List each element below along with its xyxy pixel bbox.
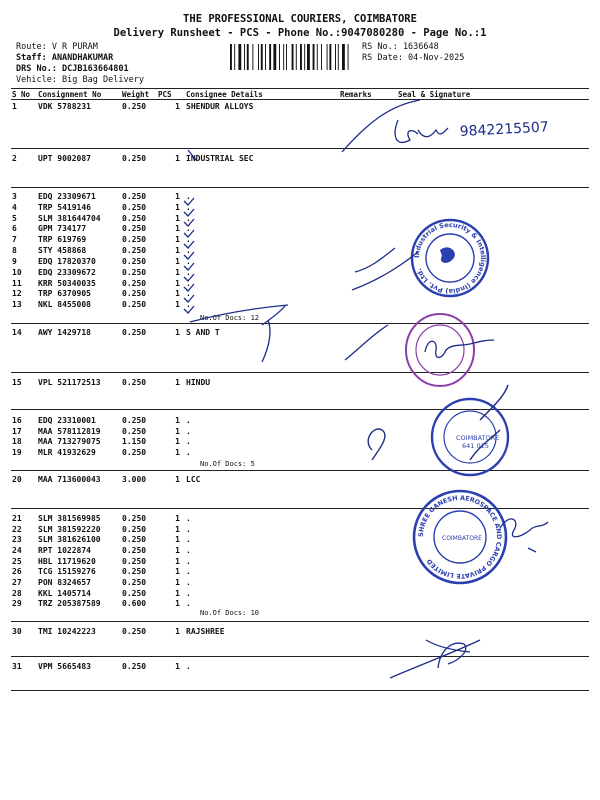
consignment-number: SLM 381569985 bbox=[38, 514, 101, 523]
consignee-name: S AND T bbox=[186, 328, 220, 337]
row-sno: 12 bbox=[12, 289, 22, 298]
row-weight: 0.250 bbox=[122, 203, 147, 212]
rs-number: RS No.: 1636648 bbox=[362, 42, 439, 52]
consignee-name: . bbox=[186, 437, 191, 446]
consignment-number: NKL 8455008 bbox=[38, 300, 91, 309]
row-pcs: 1 bbox=[175, 289, 180, 298]
row-pcs: 1 bbox=[175, 246, 180, 255]
vehicle-label: Vehicle: Big Bag Delivery bbox=[16, 75, 144, 85]
svg-text:641 015: 641 015 bbox=[462, 442, 489, 450]
col-consignee: Consignee Details bbox=[186, 90, 263, 99]
docs-note: No.Of Docs: 10 bbox=[200, 609, 260, 617]
consignment-number: STY 458868 bbox=[38, 246, 87, 255]
consignee-name: . bbox=[186, 662, 191, 671]
row-sno: 2 bbox=[12, 154, 17, 163]
row-pcs: 1 bbox=[175, 546, 180, 555]
row-weight: 0.250 bbox=[122, 246, 147, 255]
consignee-name: . bbox=[186, 224, 191, 233]
col-consignment: Consignment No bbox=[38, 90, 102, 99]
svg-text:SHREE GANESH AEROSPACE AND CAR: SHREE GANESH AEROSPACE AND CARGO PRIVATE LIMITED bbox=[416, 493, 504, 581]
header-bottom-rule bbox=[11, 99, 589, 100]
row-weight: 0.250 bbox=[122, 535, 147, 544]
consignment-number: RPT 1022874 bbox=[38, 546, 91, 555]
row-sno: 6 bbox=[12, 224, 17, 233]
consignee-name: . bbox=[186, 257, 191, 266]
consignment-number: TMI 10242223 bbox=[38, 627, 96, 636]
row-pcs: 1 bbox=[175, 279, 180, 288]
s-and-t-stamp bbox=[406, 314, 474, 386]
delivery-tick-mark bbox=[342, 100, 420, 152]
row-pcs: 1 bbox=[175, 535, 180, 544]
row-weight: 3.000 bbox=[122, 475, 147, 484]
consignment-number: EDQ 23310001 bbox=[38, 416, 96, 425]
row-weight: 0.250 bbox=[122, 546, 147, 555]
consignee-name: . bbox=[186, 235, 191, 244]
row-weight: 0.250 bbox=[122, 214, 147, 223]
consignment-number: TRP 5419146 bbox=[38, 203, 91, 212]
row-weight: 0.250 bbox=[122, 279, 147, 288]
row-pcs: 1 bbox=[175, 567, 180, 576]
consignee-name: . bbox=[186, 535, 191, 544]
row-pcs: 1 bbox=[175, 427, 180, 436]
row-weight: 0.250 bbox=[122, 557, 147, 566]
consignee-name: . bbox=[186, 448, 191, 457]
consignment-number: VDK 5788231 bbox=[38, 102, 91, 111]
row-pcs: 1 bbox=[175, 257, 180, 266]
consignee-name: HINDU bbox=[186, 378, 211, 387]
staff-label: Staff: ANANDHAKUMAR bbox=[16, 53, 114, 63]
row-weight: 0.250 bbox=[122, 662, 147, 671]
row-weight: 0.250 bbox=[122, 235, 147, 244]
row-sno: 20 bbox=[12, 475, 22, 484]
col-pcs: PCS bbox=[158, 90, 172, 99]
signature-mark bbox=[418, 128, 448, 137]
row-sno: 28 bbox=[12, 589, 22, 598]
header-top-rule bbox=[11, 88, 589, 89]
row-sno: 14 bbox=[12, 328, 22, 337]
svg-text:COIMBATORE: COIMBATORE bbox=[442, 535, 482, 542]
group-separator bbox=[11, 470, 589, 471]
consignment-number: GPM 734177 bbox=[38, 224, 87, 233]
row-sno: 8 bbox=[12, 246, 17, 255]
group-separator bbox=[11, 621, 589, 622]
row-weight: 0.250 bbox=[122, 224, 147, 233]
row-sno: 11 bbox=[12, 279, 22, 288]
consignee-name: . bbox=[186, 514, 191, 523]
row-weight: 0.250 bbox=[122, 416, 147, 425]
row-pcs: 1 bbox=[175, 437, 180, 446]
consignment-number: MAA 713600043 bbox=[38, 475, 101, 484]
row-weight: 0.250 bbox=[122, 154, 147, 163]
row-sno: 15 bbox=[12, 378, 22, 387]
docs-note: No.Of Docs: 5 bbox=[200, 460, 255, 468]
row-pcs: 1 bbox=[175, 378, 180, 387]
consignee-name: . bbox=[186, 203, 191, 212]
signature-mark bbox=[368, 429, 385, 460]
row-pcs: 1 bbox=[175, 328, 180, 337]
row-sno: 7 bbox=[12, 235, 17, 244]
consignment-number: MAA 713279075 bbox=[38, 437, 101, 446]
barcode bbox=[230, 44, 358, 70]
row-sno: 17 bbox=[12, 427, 22, 436]
consignment-number: SLM 381644704 bbox=[38, 214, 101, 223]
consignee-name: . bbox=[186, 300, 191, 309]
group-separator bbox=[11, 508, 589, 509]
row-weight: 0.250 bbox=[122, 525, 147, 534]
docs-note: No.Of Docs: 12 bbox=[200, 314, 260, 322]
consignee-name: INDUSTRIAL SEC bbox=[186, 154, 254, 163]
svg-text:Industrial Security & Intellig: Industrial Security & Intelligence (India) Pvt. Ltd. bbox=[412, 220, 488, 296]
row-weight: 0.250 bbox=[122, 627, 147, 636]
row-weight: 0.250 bbox=[122, 268, 147, 277]
consignee-name: . bbox=[186, 246, 191, 255]
consignment-number: TRZ 205387589 bbox=[38, 599, 101, 608]
drs-number: DRS No.: DCJB163664801 bbox=[16, 64, 129, 74]
delivery-tick-mark bbox=[480, 385, 508, 420]
delivery-tick-mark bbox=[390, 640, 480, 678]
consignee-name: . bbox=[186, 578, 191, 587]
hindu-stamp bbox=[432, 399, 508, 475]
group-separator bbox=[11, 656, 589, 657]
consignee-name: . bbox=[186, 268, 191, 277]
group-separator bbox=[11, 372, 589, 373]
row-pcs: 1 bbox=[175, 475, 180, 484]
row-pcs: 1 bbox=[175, 214, 180, 223]
consignee-name: . bbox=[186, 567, 191, 576]
row-sno: 26 bbox=[12, 567, 22, 576]
row-sno: 16 bbox=[12, 416, 22, 425]
row-weight: 0.250 bbox=[122, 328, 147, 337]
consignee-name: . bbox=[186, 557, 191, 566]
company-title: THE PROFESSIONAL COURIERS, COIMBATORE bbox=[183, 13, 417, 25]
row-pcs: 1 bbox=[175, 662, 180, 671]
consignee-name: . bbox=[186, 192, 191, 201]
consignee-name: . bbox=[186, 599, 191, 608]
row-pcs: 1 bbox=[175, 416, 180, 425]
row-sno: 10 bbox=[12, 268, 22, 277]
row-weight: 0.250 bbox=[122, 448, 147, 457]
consignee-name: . bbox=[186, 589, 191, 598]
consignee-name: . bbox=[186, 289, 191, 298]
runsheet-subtitle: Delivery Runsheet - PCS - Phone No.:9047080280 - Page No.:1 bbox=[113, 27, 487, 39]
consignment-number: MLR 41932629 bbox=[38, 448, 96, 457]
delivery-tick-mark bbox=[352, 252, 418, 290]
row-weight: 0.250 bbox=[122, 289, 147, 298]
row-weight: 0.600 bbox=[122, 599, 147, 608]
col-remarks: Remarks bbox=[340, 90, 372, 99]
row-weight: 0.250 bbox=[122, 427, 147, 436]
col-seal: Seal & Signature bbox=[398, 90, 471, 99]
row-sno: 25 bbox=[12, 557, 22, 566]
consignment-number: TRP 619769 bbox=[38, 235, 87, 244]
row-sno: 13 bbox=[12, 300, 22, 309]
row-pcs: 1 bbox=[175, 599, 180, 608]
row-pcs: 1 bbox=[175, 192, 180, 201]
consignee-name: . bbox=[186, 214, 191, 223]
row-weight: 1.150 bbox=[122, 437, 147, 446]
row-sno: 9 bbox=[12, 257, 17, 266]
row-sno: 31 bbox=[12, 662, 22, 671]
row-sno: 30 bbox=[12, 627, 22, 636]
row-sno: 19 bbox=[12, 448, 22, 457]
row-sno: 3 bbox=[12, 192, 17, 201]
row-pcs: 1 bbox=[175, 448, 180, 457]
consignment-number: SLM 381592220 bbox=[38, 525, 101, 534]
row-pcs: 1 bbox=[175, 268, 180, 277]
row-sno: 24 bbox=[12, 546, 22, 555]
row-weight: 0.250 bbox=[122, 514, 147, 523]
row-pcs: 1 bbox=[175, 224, 180, 233]
row-weight: 0.250 bbox=[122, 378, 147, 387]
row-sno: 22 bbox=[12, 525, 22, 534]
consignee-name: . bbox=[186, 279, 191, 288]
row-pcs: 1 bbox=[175, 525, 180, 534]
consignee-name: . bbox=[186, 416, 191, 425]
consignee-name: LCC bbox=[186, 475, 201, 484]
row-sno: 5 bbox=[12, 214, 17, 223]
row-sno: 1 bbox=[12, 102, 17, 111]
consignee-name: . bbox=[186, 427, 191, 436]
row-pcs: 1 bbox=[175, 514, 180, 523]
row-pcs: 1 bbox=[175, 235, 180, 244]
group-separator bbox=[11, 690, 589, 691]
consignment-number: VPL 521172513 bbox=[38, 378, 101, 387]
consignment-number: EDQ 23309672 bbox=[38, 268, 96, 277]
row-weight: 0.250 bbox=[122, 567, 147, 576]
consignee-name: RAJSHREE bbox=[186, 627, 225, 636]
row-pcs: 1 bbox=[175, 589, 180, 598]
ganesh-stamp bbox=[414, 491, 506, 583]
col-weight: Weight bbox=[122, 90, 150, 99]
row-pcs: 1 bbox=[175, 203, 180, 212]
consignee-name: . bbox=[186, 525, 191, 534]
row-pcs: 1 bbox=[175, 557, 180, 566]
row-pcs: 1 bbox=[175, 627, 180, 636]
consignment-number: UPT 9002087 bbox=[38, 154, 91, 163]
consignment-number: EDQ 23309671 bbox=[38, 192, 96, 201]
row-pcs: 1 bbox=[175, 154, 180, 163]
consignment-number: MAA 578112819 bbox=[38, 427, 101, 436]
signature-mark bbox=[395, 120, 418, 142]
row-weight: 0.250 bbox=[122, 589, 147, 598]
row-pcs: 1 bbox=[175, 300, 180, 309]
row-sno: 4 bbox=[12, 203, 17, 212]
consignment-number: PON 8324657 bbox=[38, 578, 91, 587]
route-label: Route: V R PURAM bbox=[16, 42, 98, 52]
row-sno: 23 bbox=[12, 535, 22, 544]
group-separator bbox=[11, 323, 589, 324]
consignment-number: SLM 381626100 bbox=[38, 535, 101, 544]
svg-text:COIMBATORE: COIMBATORE bbox=[456, 434, 500, 442]
group-separator bbox=[11, 187, 589, 188]
consignment-number: VPM 5665483 bbox=[38, 662, 91, 671]
delivery-tick-mark bbox=[262, 320, 270, 362]
row-weight: 0.250 bbox=[122, 300, 147, 309]
consignee-name: . bbox=[186, 546, 191, 555]
col-sno: S No bbox=[12, 90, 31, 99]
consignment-number: EDQ 17820370 bbox=[38, 257, 96, 266]
group-separator bbox=[11, 148, 589, 149]
consignment-number: AWY 1429718 bbox=[38, 328, 91, 337]
row-sno: 21 bbox=[12, 514, 22, 523]
row-sno: 27 bbox=[12, 578, 22, 587]
rs-date: RS Date: 04-Nov-2025 bbox=[362, 53, 465, 63]
group-separator bbox=[11, 409, 589, 410]
row-weight: 0.250 bbox=[122, 578, 147, 587]
row-pcs: 1 bbox=[175, 102, 180, 111]
row-sno: 18 bbox=[12, 437, 22, 446]
consignment-number: HBL 11719620 bbox=[38, 557, 96, 566]
row-sno: 29 bbox=[12, 599, 22, 608]
consignment-number: KRR 50340035 bbox=[38, 279, 96, 288]
industrial-stamp bbox=[412, 220, 488, 296]
row-weight: 0.250 bbox=[122, 257, 147, 266]
consignment-number: KKL 1405714 bbox=[38, 589, 91, 598]
row-weight: 0.250 bbox=[122, 102, 147, 111]
row-pcs: 1 bbox=[175, 578, 180, 587]
row-weight: 0.250 bbox=[122, 192, 147, 201]
consignment-number: TRP 6370905 bbox=[38, 289, 91, 298]
consignee-name: SHENDUR ALLOYS bbox=[186, 102, 254, 111]
signature-phone: 9842215507 bbox=[459, 119, 550, 140]
consignment-number: TCG 15159276 bbox=[38, 567, 96, 576]
